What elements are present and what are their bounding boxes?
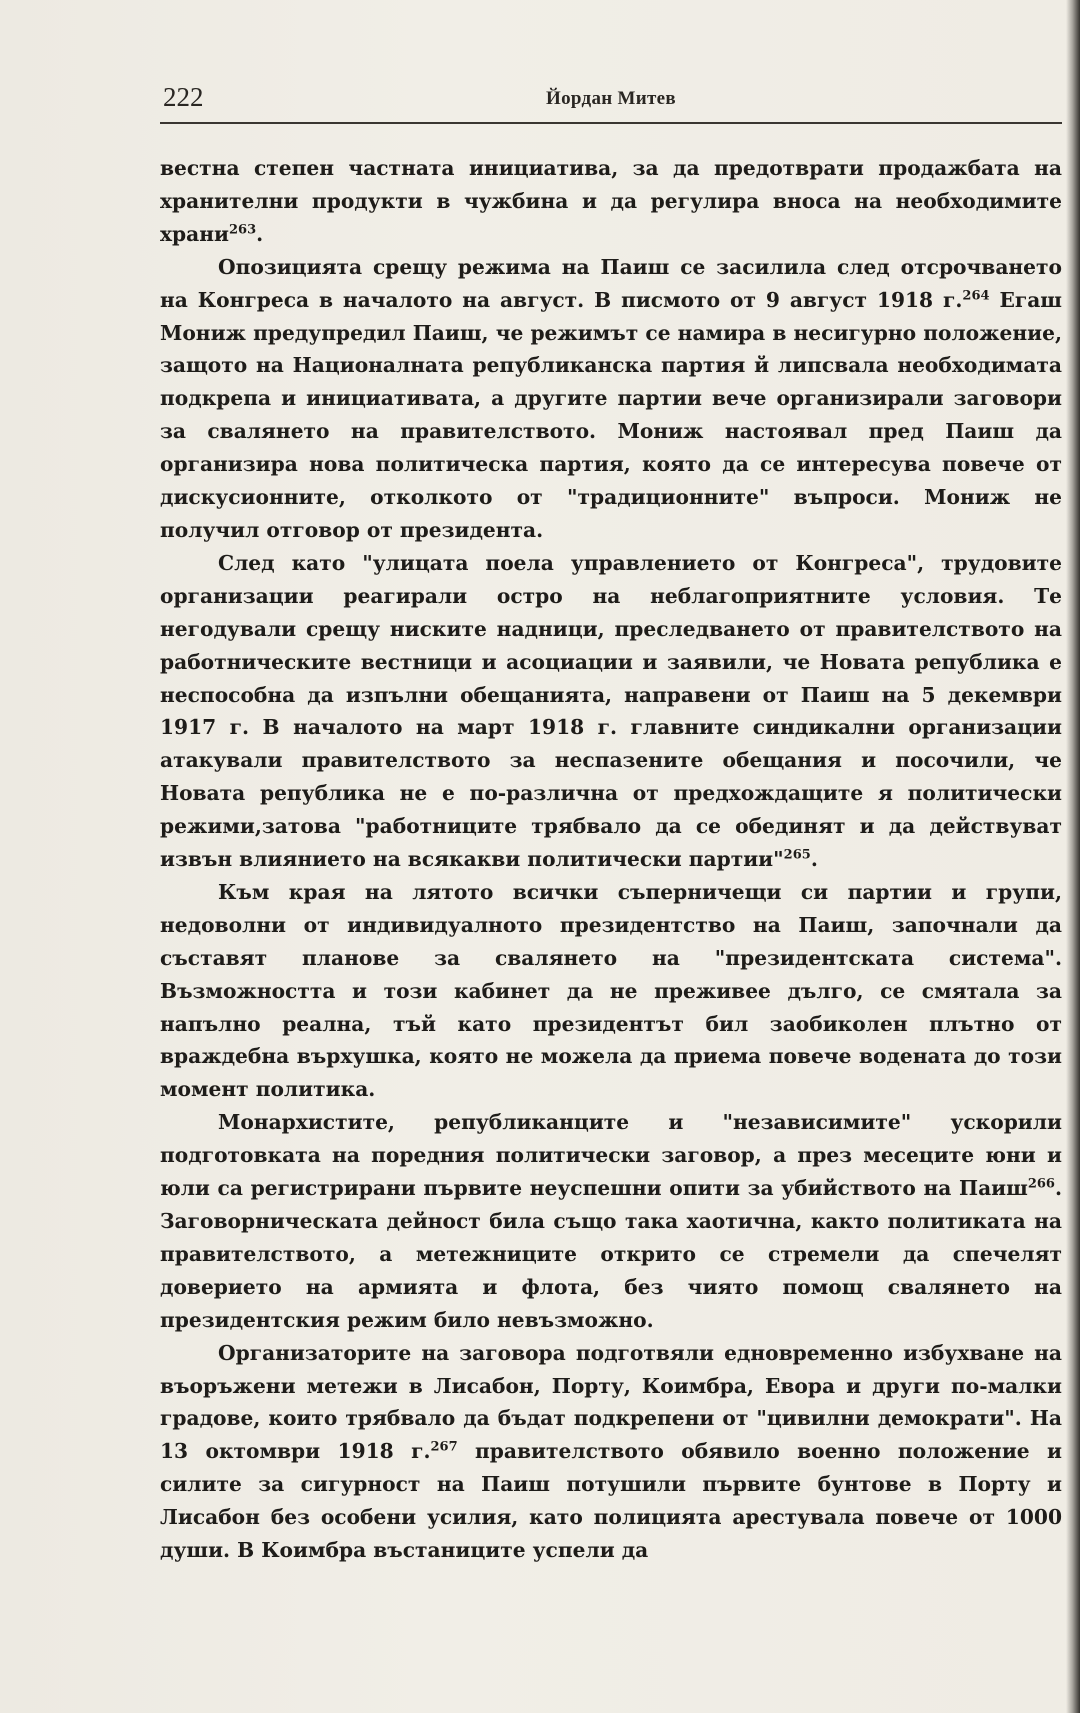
footnote-ref[interactable]: 264 (962, 287, 990, 303)
paragraph (160, 876, 1062, 1106)
paragraph (160, 251, 1062, 547)
paragraph (160, 547, 1062, 876)
header-rule (160, 122, 1062, 124)
spine-shadow (1066, 0, 1080, 1713)
paragraph (160, 1106, 1062, 1336)
footnote-ref[interactable]: 263 (228, 222, 257, 238)
paragraph-text: Към края на лятото всички съперничещи си партии и групи, недоволни от индивидуалното президентство на Паиш, започнали да съставят планове за свалянето на "президентската система". Възможността и този кабинет да не преживее дълго, се смятала за напълно реална, тъй като президентът бил заобиколен плътно от враждебна върхушка, която не можела да приема повече водената до този момент политика. (160, 879, 1062, 1102)
page-number: 222 (163, 82, 204, 112)
paragraph-text: правителството обявило военно положение и силите за сигурност на Паиш потушили първите бунтове в Порту и Лисабон без особени усилия, като полицията арестувала повече от 1000 души. В Коимбра въстаниците успели да (160, 1439, 1063, 1563)
paragraph-text: Организаторите на заговора подготвяли едновременно избухване на въоръжени метежи в Лисабон, Порту, Коимбра, Евора и други по-малки градове, които трябвало да бъдат подкрепени от "цивилни демократи". На 13 октомври 1918 г. (160, 1340, 1062, 1464)
footnote-ref[interactable]: 267 (430, 1439, 458, 1455)
paragraph (160, 1337, 1062, 1567)
footnote-ref[interactable]: 265 (783, 847, 811, 863)
paragraph-text: . (256, 221, 264, 246)
running-head: Йордан Митев (546, 88, 676, 109)
page-header (160, 80, 1062, 120)
footnote-ref[interactable]: 266 (1027, 1176, 1055, 1192)
paragraph-text: вестна степен частната инициатива, за да предотврати продажбата на хранителни продукти в чужбина и да регулира вноса на необходимите храни (160, 156, 1062, 246)
paragraph-text: Монархистите, републиканците и "независимите" ускорили подготовката на поредния политически заговор, а през месеците юни и юли са регистрирани първите неуспешни опити за убийството на Паиш (160, 1110, 1062, 1201)
paragraph-text: Опозицията срещу режима на Паиш се засилила след отсрочването на Конгреса в началото на август. В писмото от 9 август 1918 г. (160, 254, 1062, 312)
paragraph-text: . Заговорническата дейност била също така хаотична, както политиката на правителството, а метежниците открито се стремели да спечелят доверието на армията и флота, без чиято помощ свалянето на президентския режим било невъзможно. (160, 1176, 1062, 1332)
paragraph (160, 152, 1062, 251)
paragraph-text: Егаш Мониж предупредил Паиш, че режимът се намира в несигурно положение, защото на Националната републиканска партия й липсвала необходимата подкрепа и инициативата, а другите партии вече организирали заговори за свалянето на правителството. Мониж настоявал пред Паиш да организира нова политическа партия, която да се интересува повече от дискусионните, отколкото от "традиционните" въпроси. Мониж не получил отговор от президента. (160, 287, 1063, 542)
paragraph-text: . (810, 847, 818, 872)
paragraph-text: След като "улицата поела управлението от Конгреса", трудовите организации реагирали остро на неблагоприятните условия. Те негодували срещу ниските надници, преследването от правителството на работническите вестници и асоциации и заявили, че Новата република е неспособна да изпълни обещанията, направени от Паиш на 5 декември 1917 г. В началото на март 1918 г. главните синдикални организации атакували правителството за неспазените обещания и посочили, че Новата република не е по-различна от предхождащите я политически режими,затова "работниците трябвало да се обединят и да действуват извън влиянието на всякакви политически партии" (160, 550, 1062, 872)
body-text (160, 152, 1062, 1567)
